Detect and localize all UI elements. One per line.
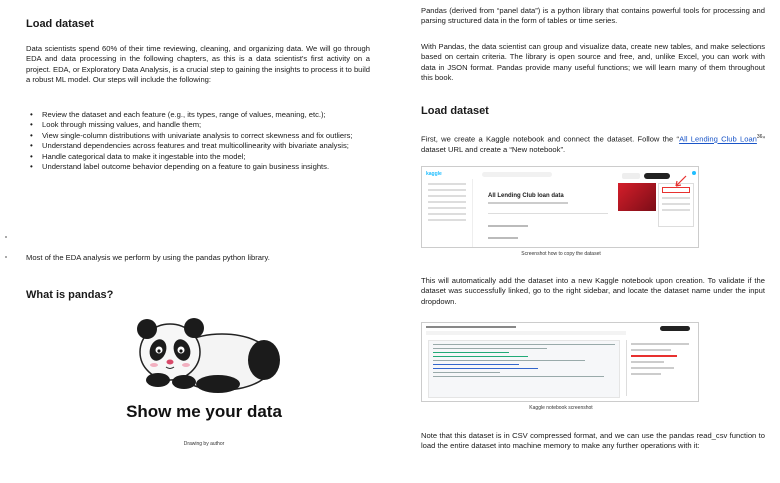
list-item: • Handle categorical data to make it ingestable into the model;	[40, 152, 370, 162]
list-item: • Understand dependencies across features and treat multicollinearity with bivariate analysis;	[40, 141, 370, 151]
footnote-ref: 36	[756, 134, 763, 140]
list-item: • Understand label outcome behavior depending on a feature to gain business insights.	[40, 162, 370, 172]
notebook-sidebar	[626, 340, 693, 396]
illustration-caption: Drawing by author	[183, 441, 225, 447]
code-cell	[428, 340, 620, 398]
dropdown-menu	[658, 183, 694, 227]
kaggle-dataset-screenshot	[421, 166, 699, 248]
list-item: • Review the dataset and each feature (e.g., its types, range of values, meaning, etc.);	[40, 110, 370, 120]
dataset-link[interactable]: All Lending Club Loan	[679, 134, 757, 144]
new-notebook-button	[644, 173, 670, 179]
heading-what-is-pandas: What is pandas?	[26, 289, 114, 301]
margin-mark	[5, 256, 7, 258]
dataset-banner	[618, 183, 656, 211]
heading-load-dataset: Load dataset	[26, 18, 94, 30]
heading-load-dataset-right: Load dataset	[421, 105, 489, 117]
margin-mark	[5, 236, 7, 238]
kaggle-sidebar	[422, 179, 473, 247]
eda-note: Most of the EDA analysis we perform by using the pandas python library.	[26, 253, 270, 262]
panda-illustration	[114, 312, 294, 398]
kaggle-logo: kaggle	[426, 171, 442, 177]
kaggle-post: ” dataset URL and create a “New notebook”.	[421, 134, 765, 154]
kaggle-notebook-screenshot	[421, 322, 699, 402]
illustration-text: Show me your data	[126, 402, 282, 421]
screenshot-caption-2: Kaggle notebook screenshot	[529, 405, 593, 411]
dataset-title: All Lending Club loan data	[488, 193, 564, 199]
kaggle-pre: First, we create a Kaggle notebook and connect the dataset. Follow the “	[421, 134, 680, 144]
kaggle-instructions	[421, 132, 765, 155]
list-item: • Look through missing values, and handle them;	[40, 120, 370, 130]
intro-paragraph: Data scientists spend 60% of their time reviewing, cleaning, and organizing data. We will go through EDA and data processing in the following chapters, as this is a data scientist's first activity on a project. EDA, or Exploratory Data Analysis, is a crucial step to gaining the insights to process it to build a robust ML model. Our steps will include the following:	[26, 44, 370, 85]
save-version-button	[660, 326, 690, 331]
auto-add-paragraph: This will automatically add the dataset into a new Kaggle notebook upon creation. To validate if the dataset was successfully linked, go to the right sidebar, and locate the dataset name under the input dropdown.	[421, 276, 765, 306]
list-item: • View single-column distributions with univariate analysis to correct skewness and fix outliers;	[40, 131, 370, 141]
steps-list	[26, 110, 370, 172]
screenshot-caption-1: Screenshot how to copy the dataset	[521, 251, 601, 257]
search-bar	[482, 172, 552, 177]
csv-note: Note that this dataset is in CSV compressed format, and we can use the pandas read_csv function to load the entire dataset into machine memory to make any further operations with it:	[421, 431, 765, 451]
arrow-icon	[670, 175, 690, 189]
pandas-definition: Pandas (derived from “panel data”) is a python library that contains powerful tools for processing and parsing structured data in the form of tables or time series.	[421, 6, 765, 26]
pandas-usage: With Pandas, the data scientist can group and visualize data, create new tables, and make selections based on certain criteria. The library is open source and free, and, unlike Excel, you can work with data in JSON format. Pandas provide many useful functions; we will learn many of them throughout this book.	[421, 42, 765, 83]
